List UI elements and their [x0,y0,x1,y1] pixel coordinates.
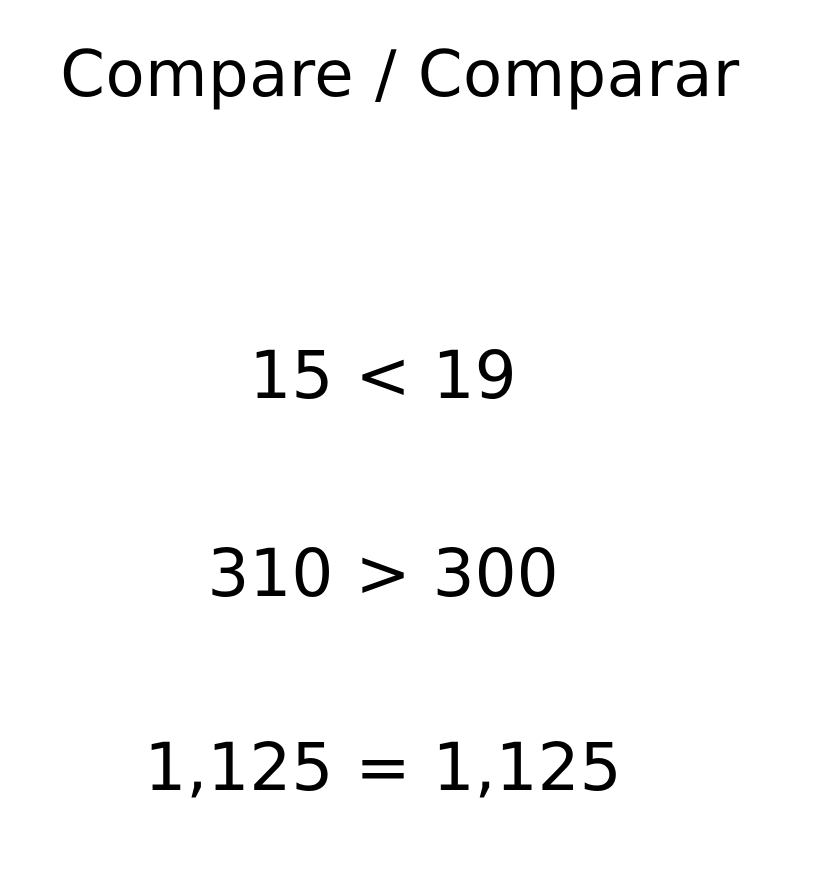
greater-than-symbol: > [355,535,411,612]
comparison-row-3 [0,728,766,808]
equals-symbol: = [355,729,411,806]
comparison-row-2 [0,534,766,614]
right-number: 19 [432,337,517,414]
comparison-row-1 [0,336,766,416]
right-number: 1,125 [432,729,622,806]
left-number: 310 [207,535,334,612]
less-than-symbol: < [355,337,411,414]
page-title: Compare / Comparar [60,38,740,112]
left-number: 1,125 [144,729,334,806]
right-number: 300 [432,535,559,612]
left-number: 15 [249,337,334,414]
